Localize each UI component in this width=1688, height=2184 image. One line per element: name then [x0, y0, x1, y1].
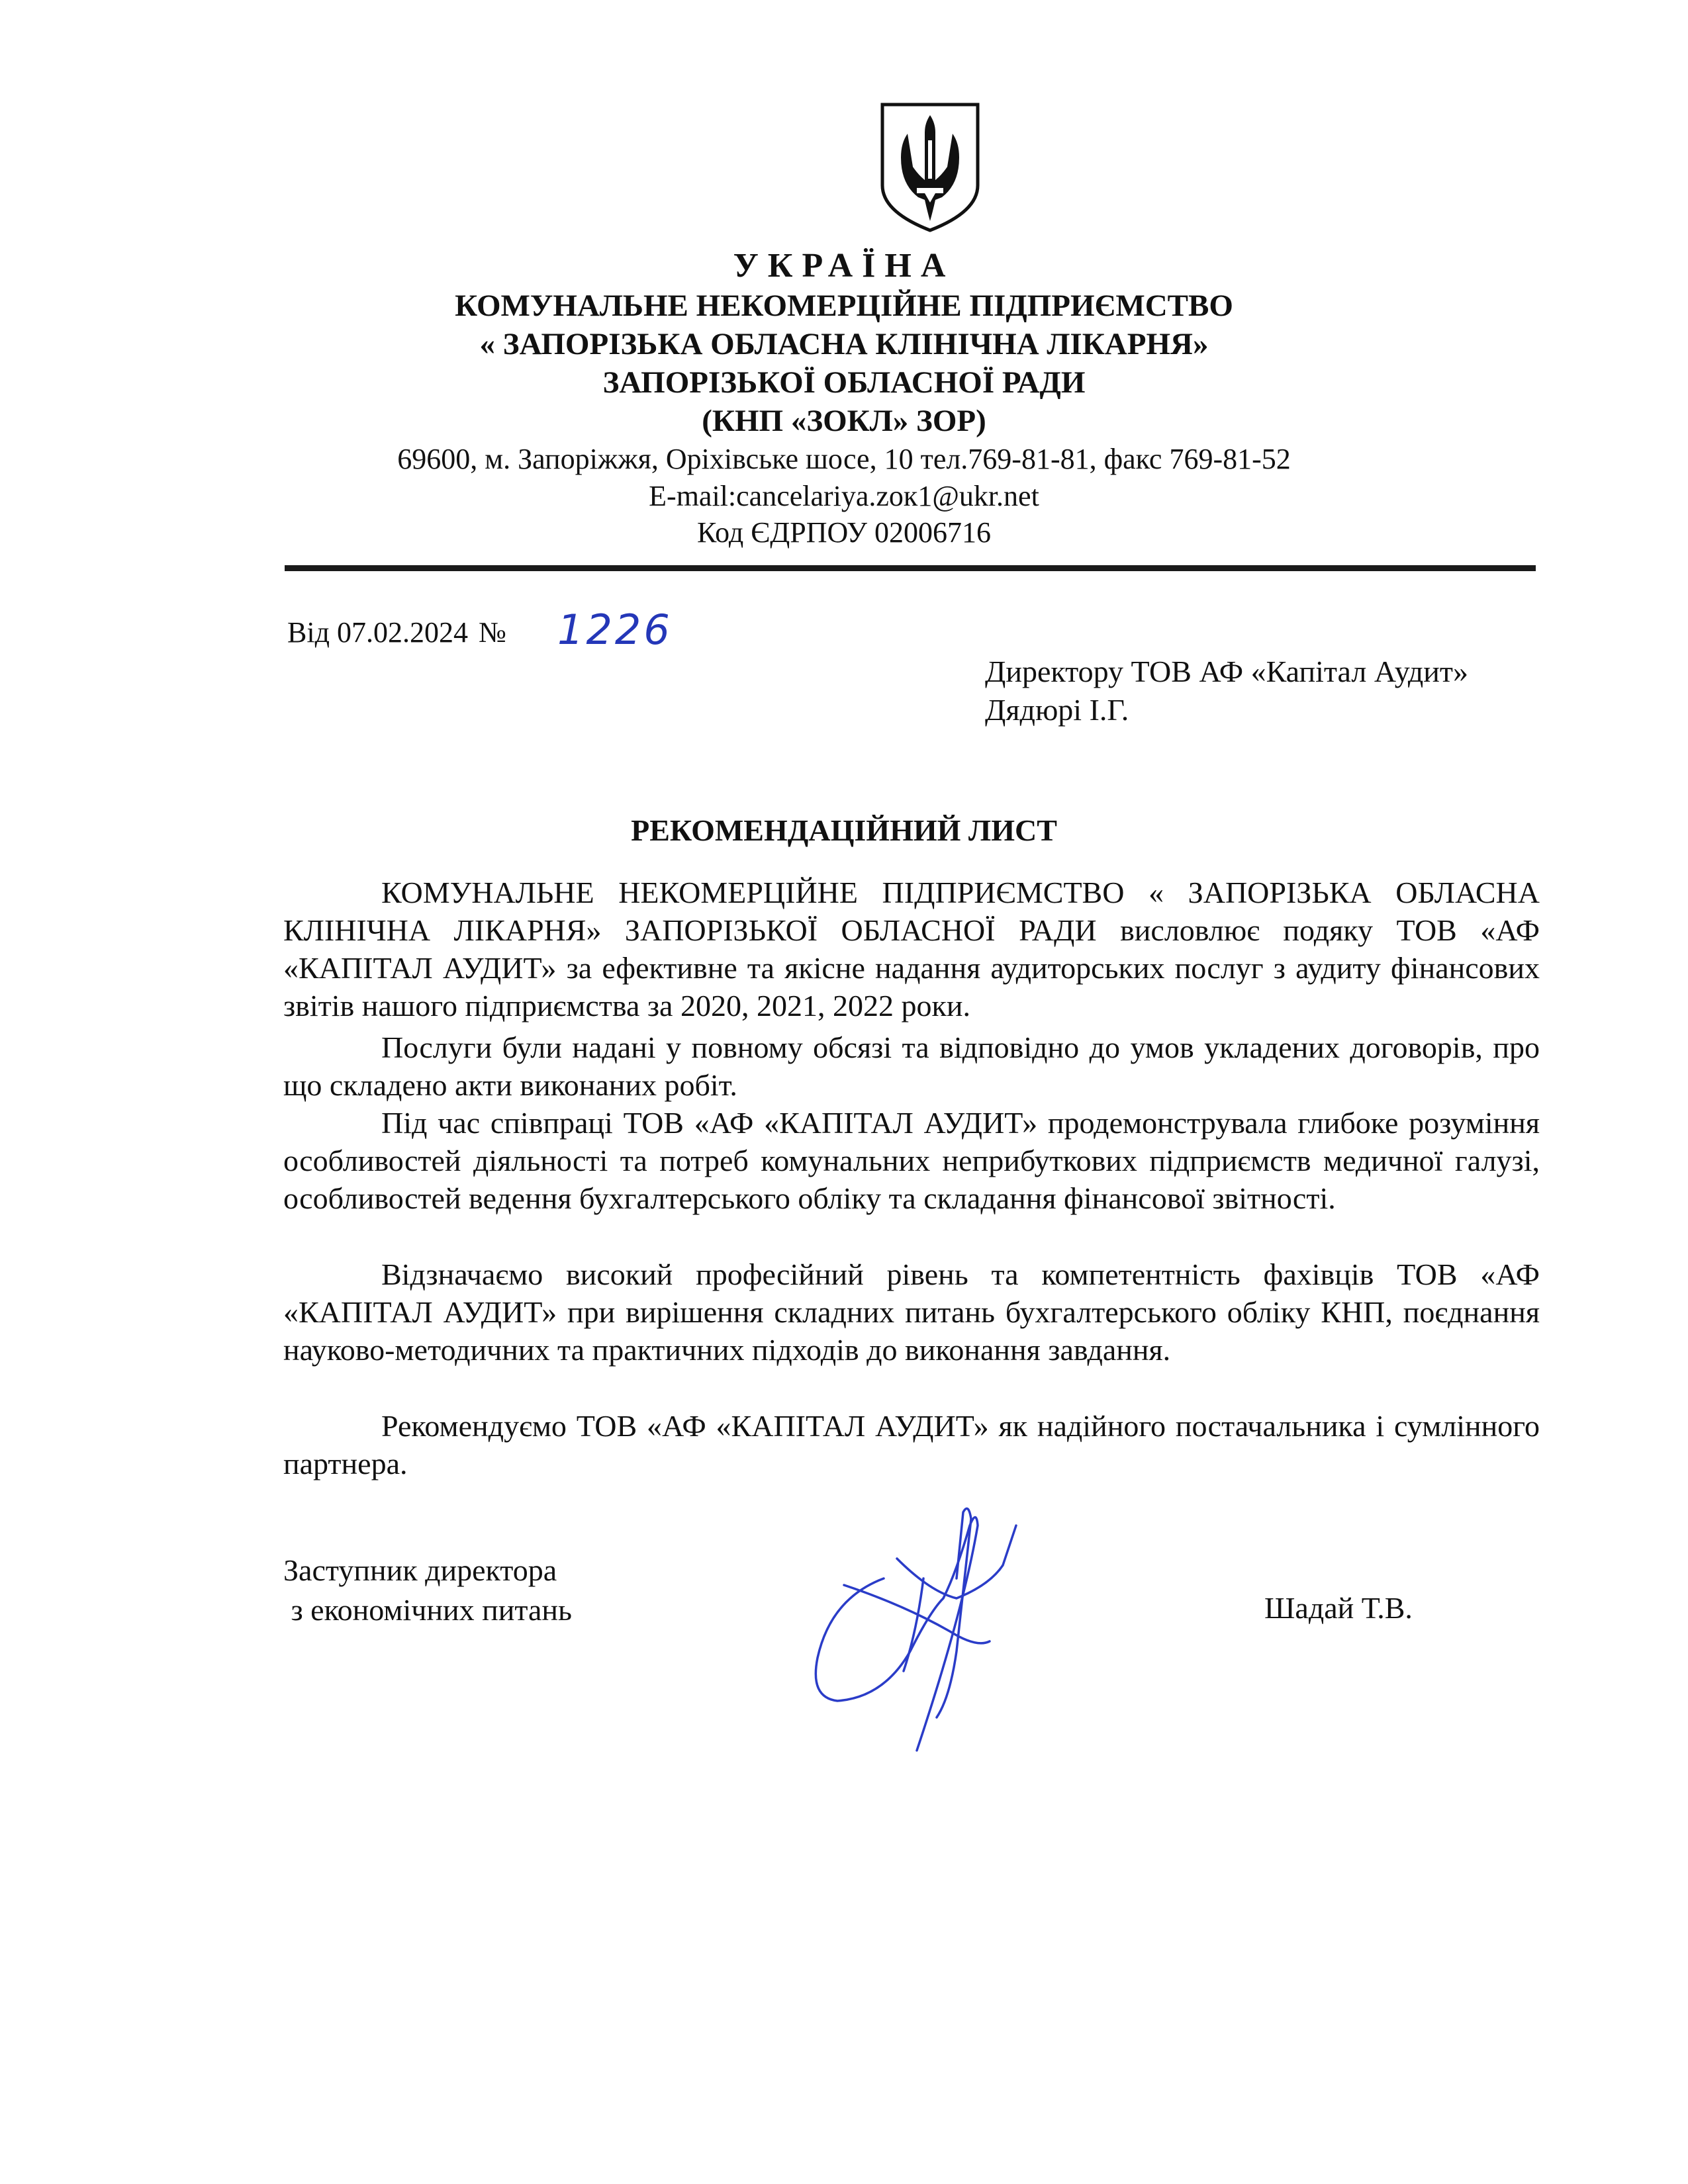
header-divider: [285, 565, 1536, 571]
letter-paragraph: Рекомендуємо ТОВ «АФ «КАПІТАЛ АУДИТ» як надійного постачальника і сумлінного партнера.: [283, 1409, 1540, 1480]
signer-position-line-1: Заступник директора: [283, 1553, 557, 1587]
signer-position-line-2: з економічних питань: [283, 1593, 573, 1627]
addressee-block: [985, 653, 1468, 729]
signer-name: Шадай Т.В.: [1264, 1591, 1413, 1625]
handwritten-signature: [804, 1499, 1033, 1754]
organization-name-line-2: « ЗАПОРІЗЬКА ОБЛАСНА КЛІНІЧНА ЛІКАРНЯ»: [479, 327, 1209, 361]
letter-title: РЕКОМЕНДАЦІЙНИЙ ЛИСТ: [631, 813, 1057, 847]
country-title: УКРАЇНА: [733, 247, 955, 285]
trident-icon: [877, 101, 983, 233]
registration-number: 1226: [557, 606, 673, 654]
number-sign: №: [478, 616, 506, 649]
organization-name-line-1: КОМУНАЛЬНЕ НЕКОМЕРЦІЙНЕ ПІДПРИЄМСТВО: [455, 289, 1233, 323]
addressee-name: Дядюрі І.Г.: [985, 693, 1129, 727]
letter-paragraph: Під час співпраці ТОВ «АФ «КАПІТАЛ АУДИТ» продемонструвала глибоке розуміння особливостей діяльності та потреб комунальних неприбуткових підприємств медичної галузі, особливостей ведення бухгалтерського обліку та складання фінансової звітності.: [283, 1106, 1540, 1215]
letter-paragraph: Відзначаємо високий професійний рівень та компетентність фахівців ТОВ «АФ «КАПІТАЛ АУДИТ» при вирішення складних питань бухгалтерського обліку КНП, поєднання науково-методичних та практичних підходів до виконання завдання.: [283, 1257, 1540, 1367]
organization-address: 69600, м. Запоріжжя, Оріхівське шосе, 10 тел.769-81-81, факс 769-81-52: [397, 443, 1291, 475]
signer-position: [283, 1551, 572, 1630]
letter-paragraph: Послуги були надані у повному обсязі та відповідно до умов укладених договорів, про що складено акти виконаних робіт.: [283, 1030, 1540, 1102]
organization-abbreviation: (КНП «ЗОКЛ» ЗОР): [702, 404, 986, 438]
addressee-position: Директору ТОВ АФ «Капітал Аудит»: [985, 655, 1468, 688]
letter-date-line: [287, 615, 506, 649]
organization-code: Код ЄДРПОУ 02006716: [696, 516, 992, 549]
letter-paragraph: КОМУНАЛЬНЕ НЕКОМЕРЦІЙНЕ ПІДПРИЄМСТВО « ЗАПОРІЗЬКА ОБЛАСНА КЛІНІЧНА ЛІКАРНЯ» ЗАПОРІЗЬКОЇ ОБЛАСНОЇ РАДИ висловлює подяку ТОВ «АФ «КАПІТАЛ АУДИТ» за ефективне та якісне надання аудиторських послуг з аудиту фінансових звітів нашого підприємства за 2020, 2021, 2022 роки.: [283, 876, 1540, 1023]
organization-name-line-3: ЗАПОРІЗЬКОЇ ОБЛАСНОЇ РАДИ: [602, 365, 1086, 400]
letter-date: Від 07.02.2024: [287, 616, 468, 649]
organization-email: E-mail:cancelariya.zок1@ukr.net: [649, 480, 1039, 512]
